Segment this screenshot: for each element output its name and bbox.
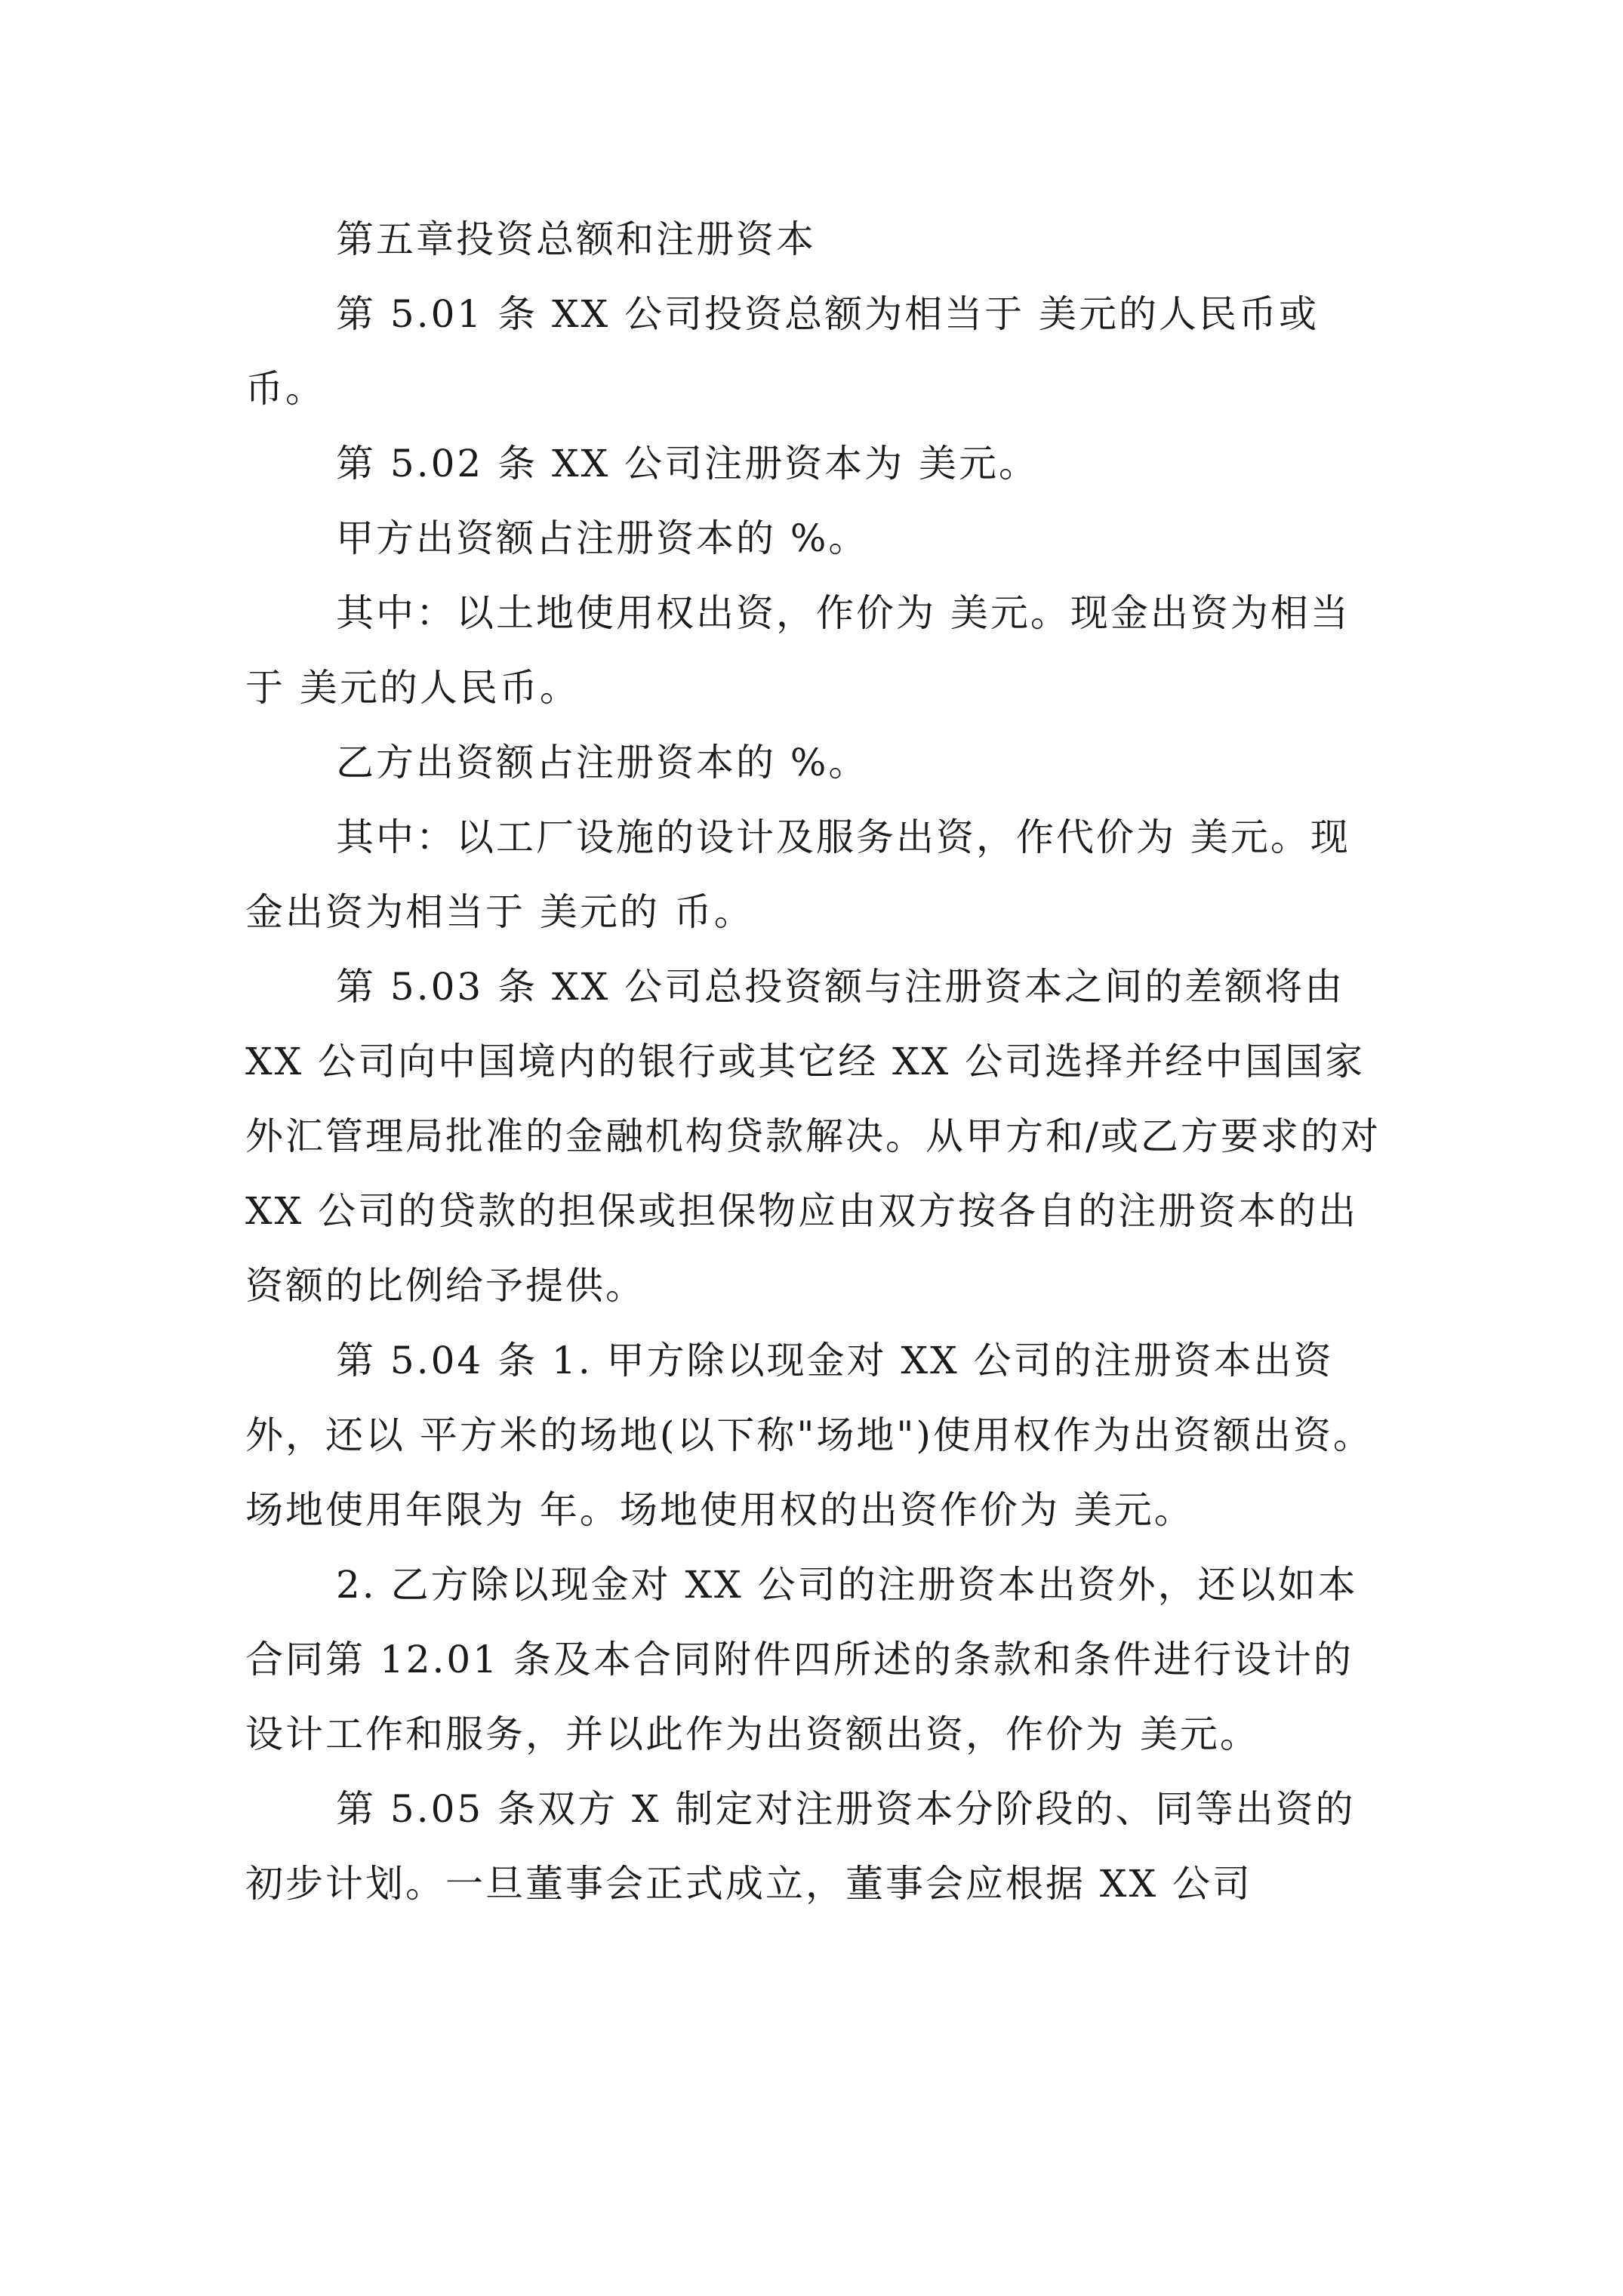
article-5-01: 第 5.01 条 XX 公司投资总额为相当于 美元的人民币或 币。 bbox=[245, 292, 1319, 411]
article-5-04-clause-2: 2. 乙方除以现金对 XX 公司的注册资本出资外，还以如本合同第 12.01 条及本合同附件四所述的条款和条件进行设计的设计工作和服务，并以此作为出资额出资，作价为 美元。 bbox=[245, 1563, 1358, 1756]
party-a-share: 甲方出资额占注册资本的 %。 bbox=[336, 516, 869, 560]
party-b-share: 乙方出资额占注册资本的 %。 bbox=[336, 741, 869, 784]
chapter-heading: 第五章投资总额和注册资本 bbox=[336, 217, 816, 261]
party-b-contribution-detail: 其中：以工厂设施的设计及服务出资，作代价为 美元。现金出资为相当于 美元的 币。 bbox=[245, 815, 1350, 934]
article-5-04: 第 5.04 条 1. 甲方除以现金对 XX 公司的注册资本出资外，还以 平方米的场地(以下称"场地")使用权作为出资额出资。场地使用年限为 年。场地使用权的出资作价为 美元。 bbox=[245, 1339, 1373, 1532]
article-5-02: 第 5.02 条 XX 公司注册资本为 美元。 bbox=[336, 442, 1039, 485]
article-5-03: 第 5.03 条 XX 公司总投资额与注册资本之间的差额将由 XX 公司向中国境内的银行或其它经 XX 公司选择并经中国国家外汇管理局批准的金融机构贷款解决。从甲方和/或乙方要求的对 XX 公司的贷款的担保或担保物应由双方按各自的注册资本的出资额的比例给予提供。 bbox=[245, 965, 1381, 1308]
article-5-05: 第 5.05 条双方 X 制定对注册资本分阶段的、同等出资的初步计划。一旦董事会正式成立，董事会应根据 XX 公司 bbox=[245, 1787, 1356, 1906]
party-a-contribution-detail: 其中：以土地使用权出资，作价为 美元。现金出资为相当于 美元的人民币。 bbox=[245, 591, 1350, 710]
document-body bbox=[245, 202, 1385, 1922]
